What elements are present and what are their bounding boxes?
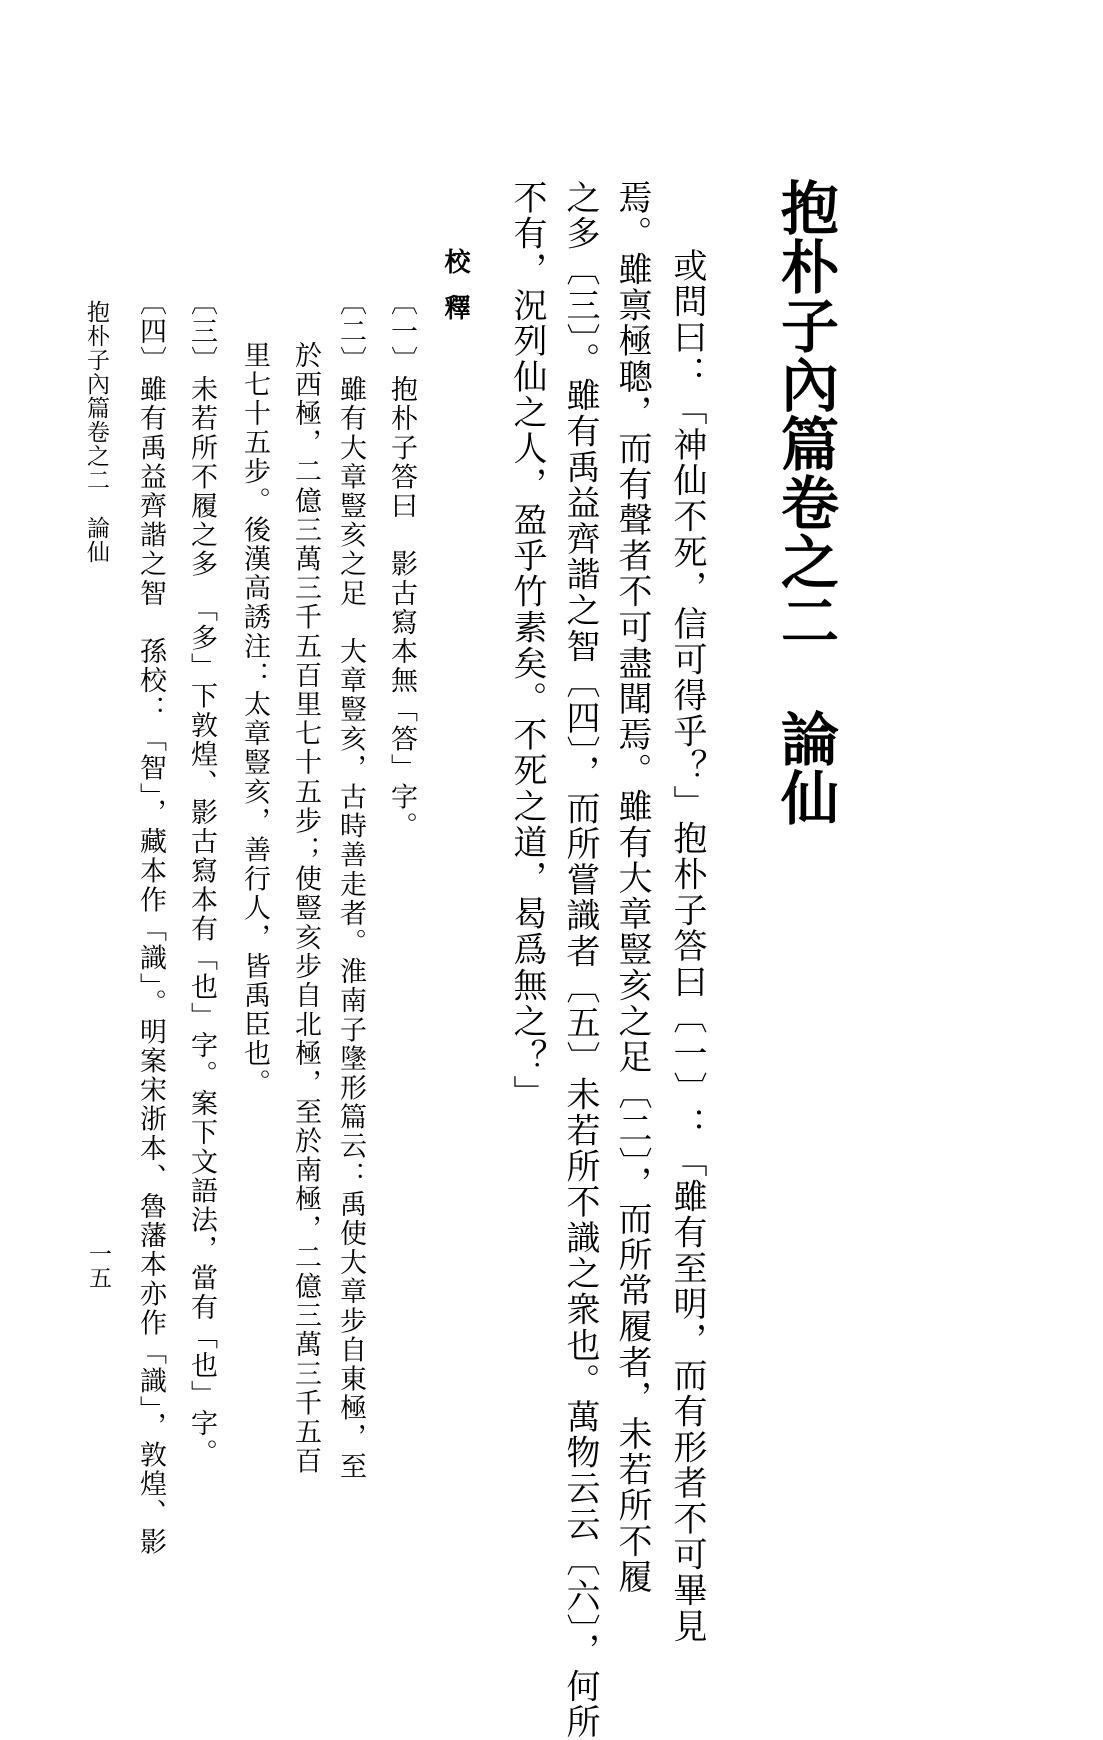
- note-line: 於西極，二億三萬三千五百里七十五步；使豎亥步自北極，至於南極，二億三萬三千五百: [290, 341, 321, 1476]
- main-text-line: 不有，況列仙之人，盈乎竹素矣。不死之道，曷爲無之？」: [507, 180, 547, 1111]
- main-text-line: 焉。雖禀極聰，而有聲者不可盡聞焉。雖有大章豎亥之足〔二〕，而所常履者，未若所不履: [612, 180, 652, 1595]
- chapter-title: 抱朴子內篇卷之二 論仙: [771, 178, 839, 827]
- note-line: 〔二〕雖有大章豎亥之足 大章豎亥，古時善走者。淮南子墬形篇云：禹使大章步自東極，至: [335, 288, 366, 1482]
- page-number: 一五: [85, 1242, 111, 1290]
- main-text-line: 之多〔三〕。雖有禹益齊諧之智〔四〕，而所嘗識者〔五〕未若所不識之衆也。萬物云云〔六〕，何所: [560, 180, 600, 1740]
- main-text-line: 或問曰：「神仙不死，信可得乎？」抱朴子答曰〔一〕：「雖有至明，而有形者不可畢見: [667, 248, 707, 1645]
- running-title: 抱朴子內篇卷之二 論仙: [83, 300, 109, 564]
- note-line: 〔一〕抱朴子答曰 影古寫本無「答」字。: [386, 288, 417, 841]
- note-line: 里七十五步。後漢高誘注：太章豎亥，善行人，皆禹臣也。: [239, 341, 270, 1098]
- notes-heading: 校釋: [440, 248, 470, 340]
- note-line: 〔三〕未若所不履之多 「多」下敦煌、影古寫本有「也」字。案下文語法，當有「也」字。: [186, 288, 217, 1468]
- note-line: 〔四〕雖有禹益齊諧之智 孫校：「智」，藏本作「識」。明案宋浙本、魯藩本亦作「識」，敦煌、影: [135, 288, 166, 1557]
